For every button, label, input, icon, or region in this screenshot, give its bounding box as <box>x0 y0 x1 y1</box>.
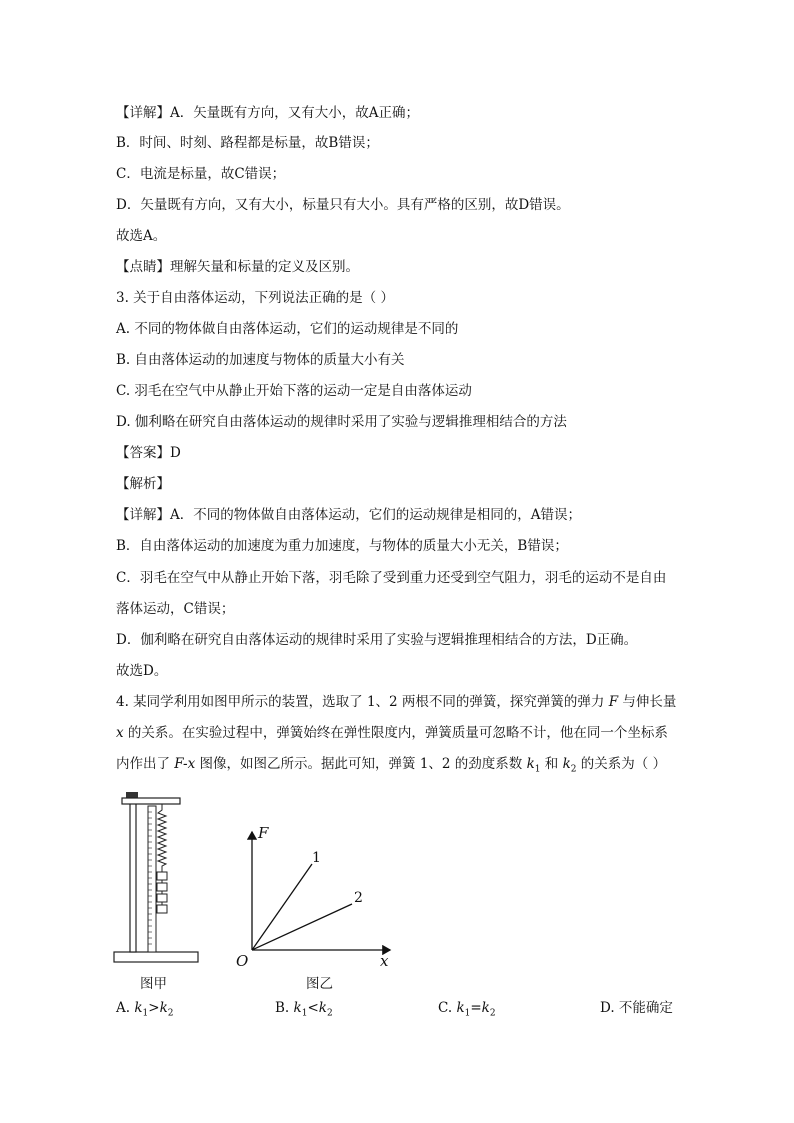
q3-option-b: B. 自由落体运动的加速度与物体的质量大小有关 <box>116 352 405 368</box>
q2-detail-b: B．时间、时刻、路程都是标量，故B错误； <box>116 135 379 151</box>
axis-x-label: x <box>380 952 389 970</box>
axis-y-label: F <box>258 824 269 842</box>
q4-option-d: D. 不能确定 <box>600 1000 673 1016</box>
q3-detail-b: B．自由落体运动的加速度为重力加速度，与物体的质量大小无关，B错误； <box>116 538 568 554</box>
q3-stem: 3. 关于自由落体运动，下列说法正确的是（ ） <box>116 290 394 306</box>
figure-fx-graph <box>234 822 404 972</box>
q3-option-c: C. 羽毛在空气中从静止开始下落的运动一定是自由落体运动 <box>116 383 472 399</box>
figure-a-caption: 图甲 <box>140 976 167 992</box>
q3-choice: 故选D。 <box>116 663 168 679</box>
line-1-label: 1 <box>312 850 321 866</box>
q4-option-b: B. $k_1<k_2$ <box>275 1000 333 1019</box>
q4-stem-line3: 内作出了 F-x 图像，如图乙所示。据此可知，弹簧 1、2 的劲度系数 $k_1$ 和 $k_2$ 的关系为（ ） <box>116 756 667 775</box>
series-line-1 <box>252 864 312 950</box>
q2-detail-d: D．矢量既有方向，又有大小，标量只有大小。具有严格的区别，故D错误。 <box>116 197 570 213</box>
q3-analysis-label: 【解析】 <box>116 476 170 492</box>
q3-option-a: A. 不同的物体做自由落体运动，它们的运动规律是不同的 <box>116 321 459 337</box>
q3-option-d: D. 伽利略在研究自由落体运动的规律时采用了实验与逻辑推理相结合的方法 <box>116 414 567 430</box>
line-2-label: 2 <box>354 890 363 906</box>
q2-detail-a: 【详解】A．矢量既有方向，又有大小，故A正确； <box>116 105 419 121</box>
q4-option-c: C. $k_1=k_2$ <box>438 1000 496 1019</box>
q3-detail-c-cont: 落体运动，C错误； <box>116 601 235 617</box>
figure-b-caption: 图乙 <box>306 976 333 992</box>
series-line-2 <box>252 904 352 950</box>
q4-stem-line1: 4. 某同学利用如图甲所示的装置，选取了 1、2 两根不同的弹簧，探究弹簧的弹力 F 与伸长量 <box>116 694 677 710</box>
q4-option-a: A. $k_1>k_2$ <box>116 1000 174 1019</box>
q3-detail-c: C．羽毛在空气中从静止开始下落，羽毛除了受到重力还受到空气阻力，羽毛的运动不是自由 <box>116 570 667 586</box>
q3-detail-d: D．伽利略在研究自由落体运动的规律时采用了实验与逻辑推理相结合的方法，D正确。 <box>116 632 638 648</box>
q2-detail-c: C．电流是标量，故C错误； <box>116 166 286 182</box>
q2-comment: 【点睛】理解矢量和标量的定义及区别。 <box>116 259 359 275</box>
q3-detail-a: 【详解】A．不同的物体做自由落体运动，它们的运动规律是相同的，A错误； <box>116 507 581 523</box>
figure-stand-apparatus <box>108 786 218 966</box>
q3-answer: 【答案】D <box>116 445 181 461</box>
q4-stem-line2: x 的关系。在实验过程中，弹簧始终在弹性限度内，弹簧质量可忽略不计，他在同一个坐标系 <box>116 725 668 741</box>
origin-label: O <box>236 952 249 970</box>
q2-choice: 故选A。 <box>116 228 167 244</box>
